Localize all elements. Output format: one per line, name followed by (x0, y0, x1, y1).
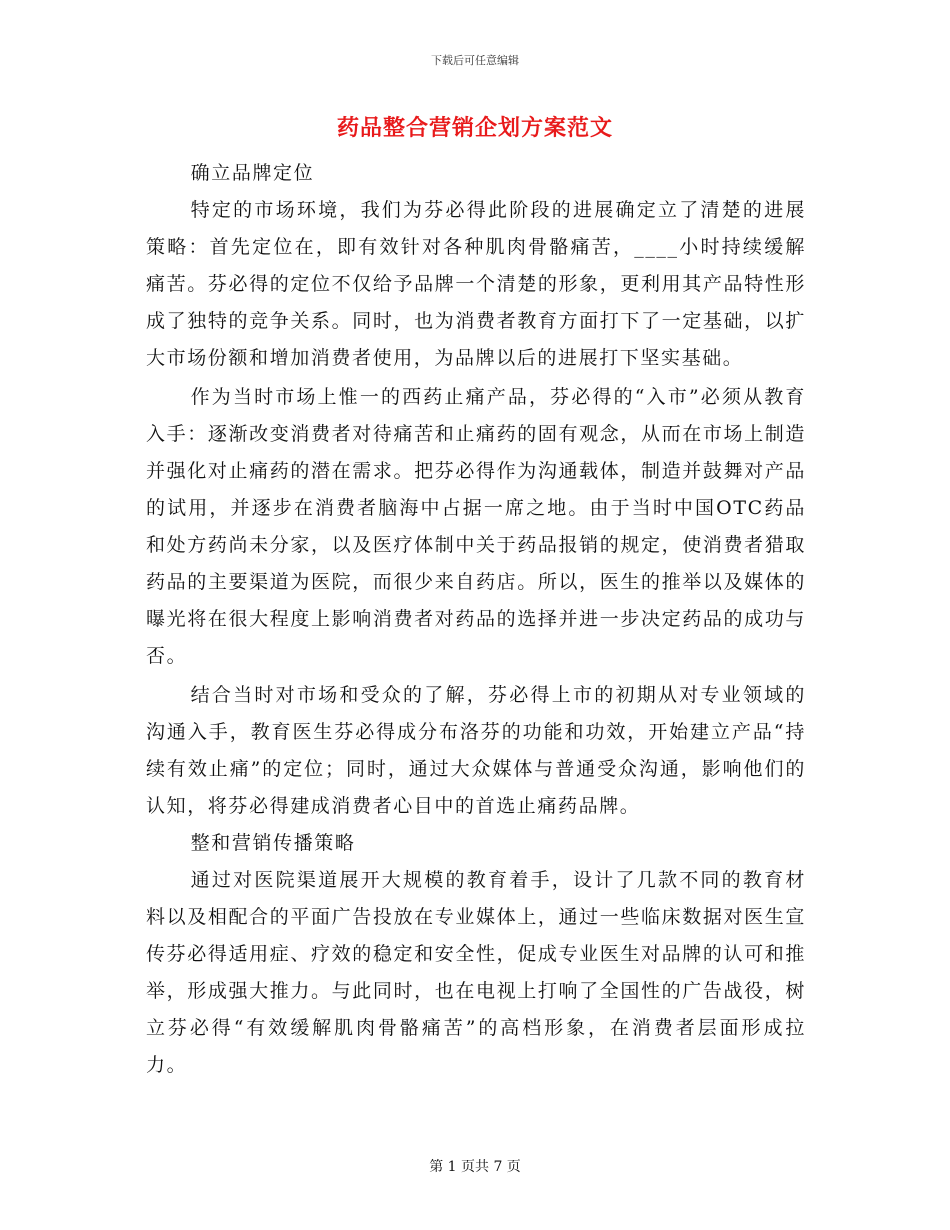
section-heading-imc-strategy: 整和营销传播策略 (190, 832, 356, 854)
paragraph-hospital-channel: 通过对医院渠道展开大规模的教育着手，设计了几款不同的教育材料以及相配合的平面广告投放在专业媒体上，通过一些临床数据对医生宣传芬必得适用症、疗效的稳定和安全性，促成专业医生对品牌的认可和推举，形成强大推力。与此同时，也在电视上打响了全国性的广告战役，树立芬必得“有效缓解肌肉骨骼痛苦”的高档形象，在消费者层面形成拉力。 (146, 869, 806, 1076)
document-title: 药品整合营销企划方案范文 (336, 115, 613, 141)
page-number-footer: 第 1 页共 7 页 (429, 1159, 521, 1175)
section-heading-brand-positioning: 确立品牌定位 (190, 162, 315, 184)
paragraph-market-entry: 作为当时市场上惟一的西药止痛产品，芬必得的“入市”必须从教育入手：逐渐改变消费者对待痛苦和止痛药的固有观念，从而在市场上制造并强化对止痛药的潜在需求。把芬必得作为沟通载体，制造并鼓舞对产品的试用，并逐步在消费者脑海中占据一席之地。由于当时中国OTC药品和处方药尚未分家，以及医疗体制中关于药品报销的规定，使消费者猎取药品的主要渠道为医院，而很少来自药店。所以，医生的推举以及媒体的曝光将在很大程度上影响消费者对药品的选择并进一步决定药品的成功与否。 (146, 386, 806, 667)
paragraph-audience-communication: 结合当时对市场和受众的了解，芬必得上市的初期从对专业领域的沟通入手，教育医生芬必得成分布洛芬的功能和功效，开始建立产品“持续有效止痛”的定位；同时，通过大众媒体与普通受众沟通，影响他们的认知，将芬必得建成消费者心目中的首选止痛药品牌。 (146, 684, 806, 817)
document-body (146, 155, 806, 1084)
header-note: 下载后可任意编辑 (431, 54, 519, 67)
paragraph-market-strategy: 特定的市场环境，我们为芬必得此阶段的进展确定立了清楚的进展策略：首先定位在，即有效针对各种肌肉骨骼痛苦，____小时持续缓解痛苦。芬必得的定位不仅给予品牌一个清楚的形象，更利用其产品特性形成了独特的竞争关系。同时，也为消费者教育方面打下了一定基础，以扩大市场份额和增加消费者使用，为品牌以后的进展打下坚实基础。 (146, 199, 806, 369)
